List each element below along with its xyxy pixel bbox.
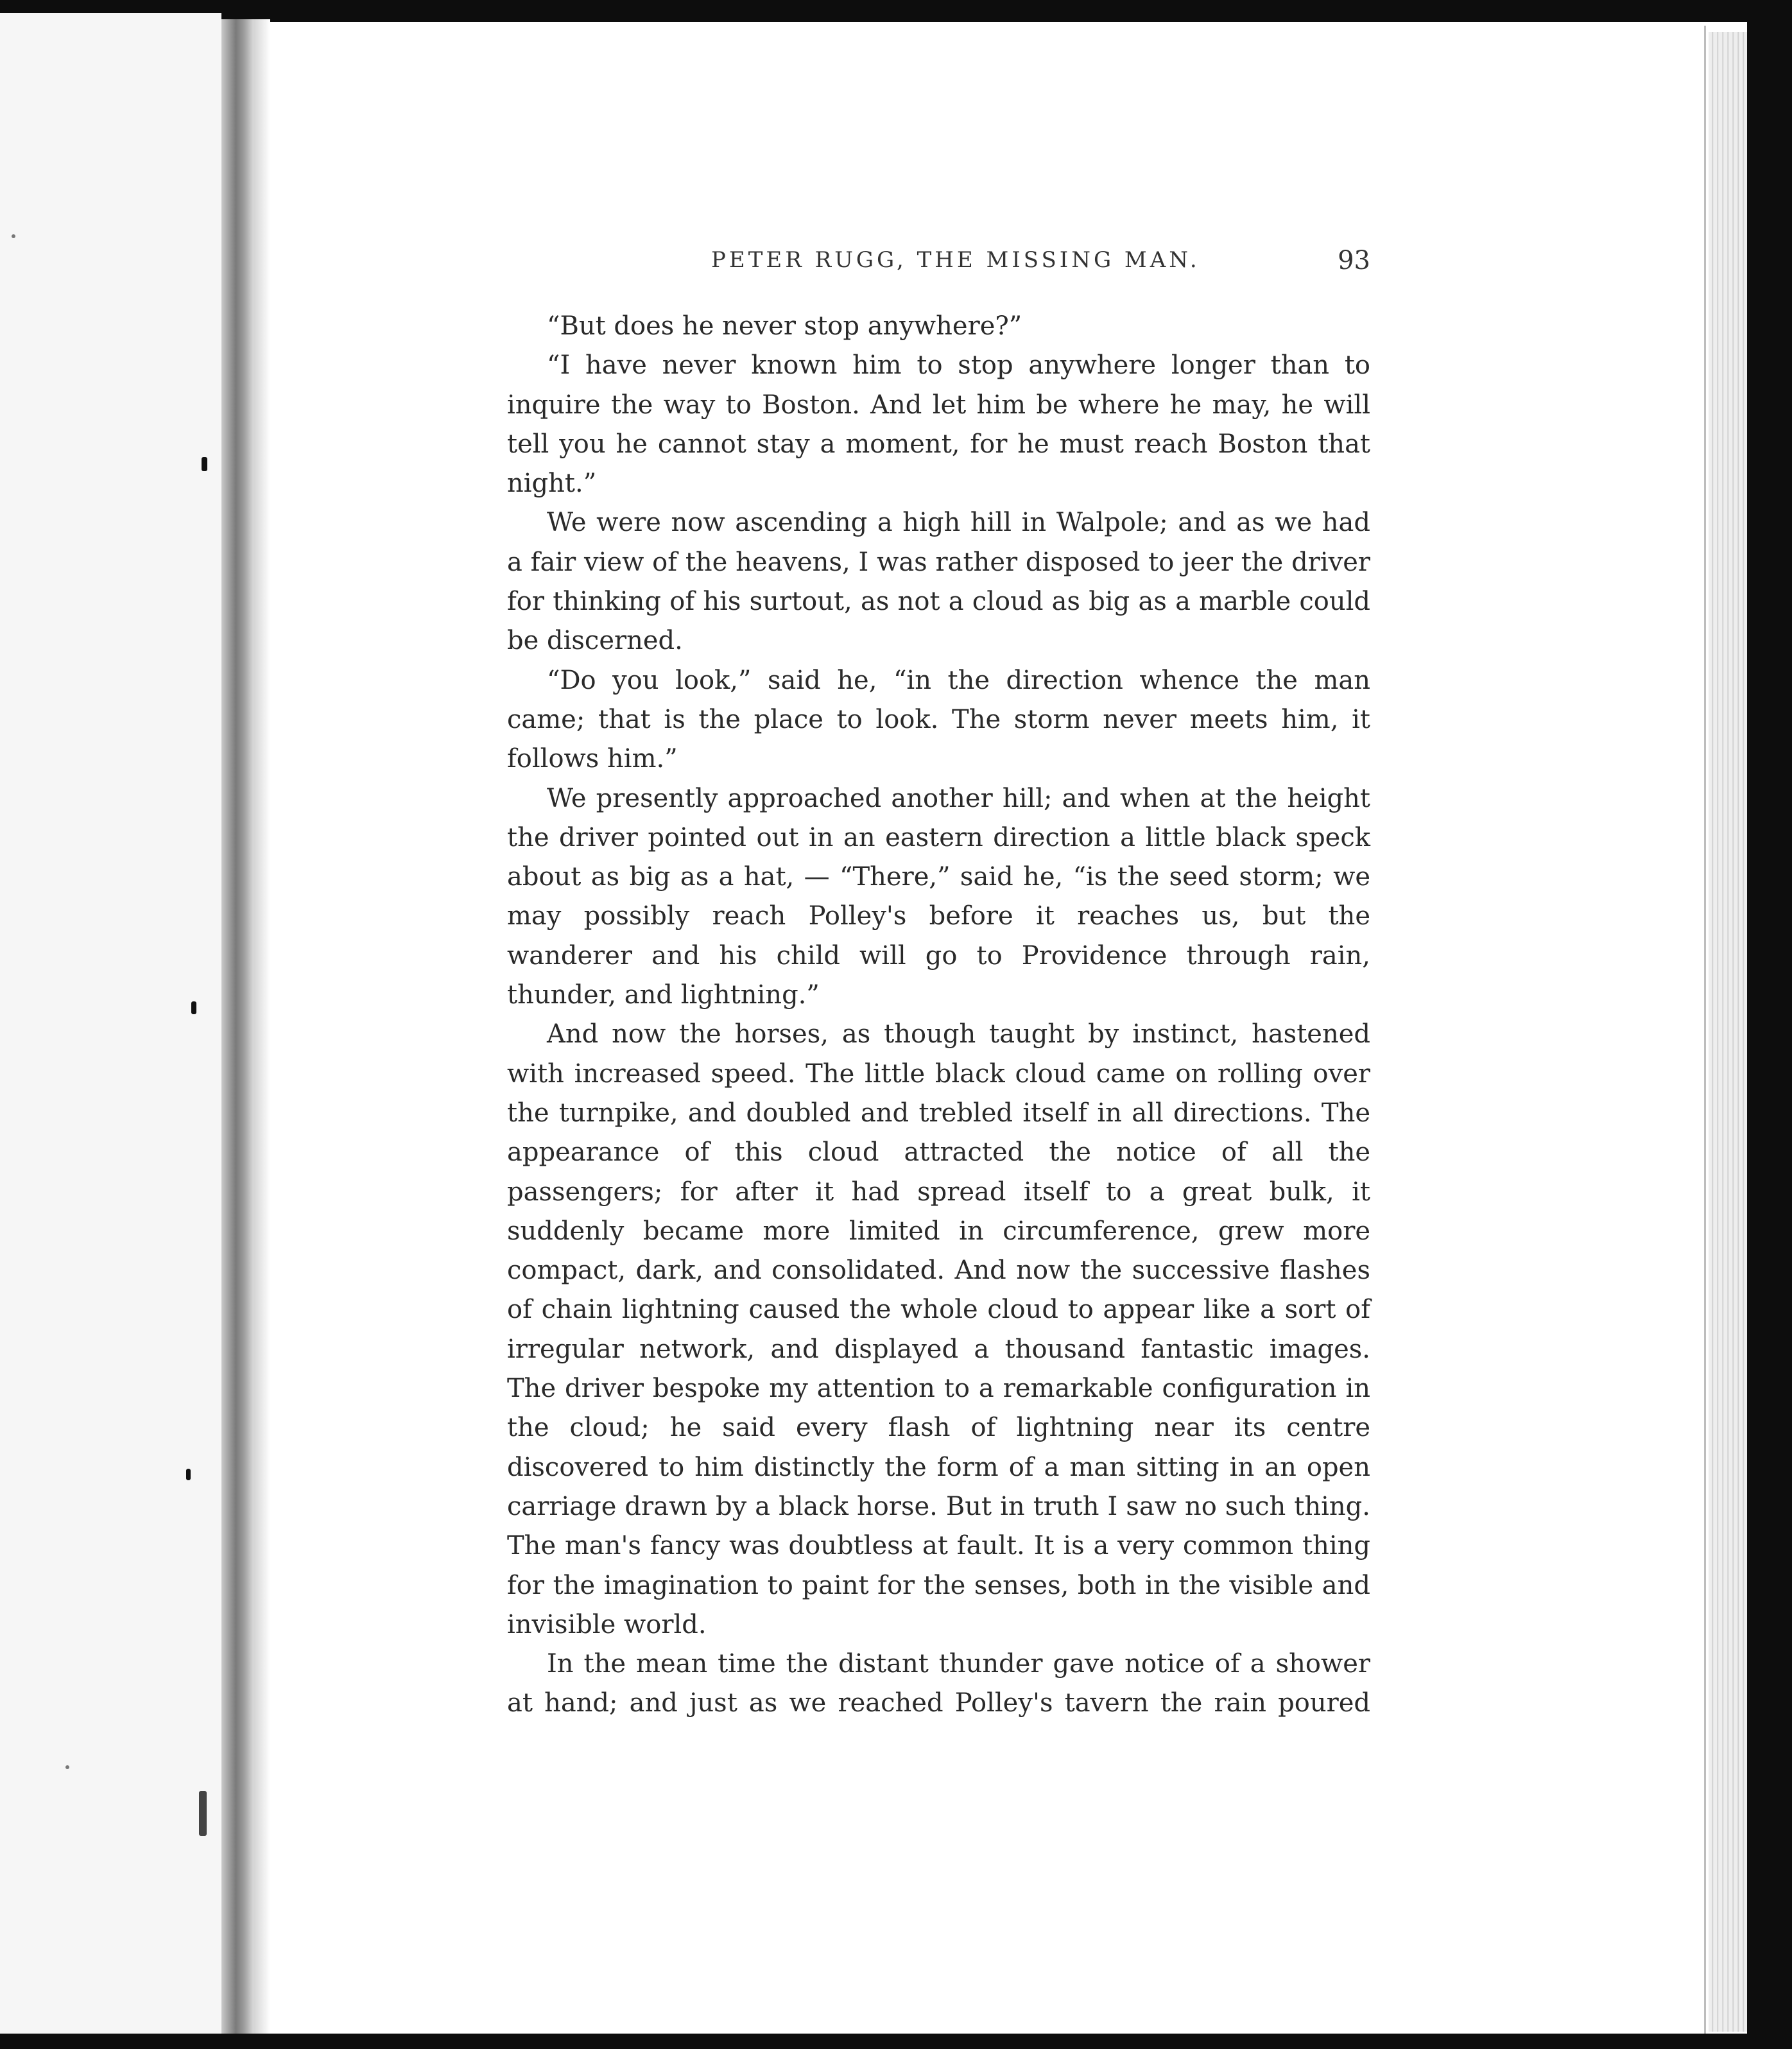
scan-artifact-mark [191, 1001, 196, 1014]
body-text [507, 307, 1370, 1724]
paragraph: And now the horses, as though taught by instinct, hastened with increased speed. The little black cloud came on rolling over the turnpike, and doubled and trebled itself in all directions. The appearance of this cloud attracted the notice of all the passengers; for after it had spread itself to a great bulk, it suddenly became more limited in circumference, grew more compact, dark, and consolidated. And now the successive flashes of chain lightning caused the whole cloud to appear like a sort of irregular network, and displayed a thousand fantastic images. The driver bespoke my attention to a remarkable configuration in the cloud; he said every flash of lightning near its centre discovered to him distinctly the form of a man sitting in an open carriage drawn by a black horse. But in truth I saw no such thing. The man's fancy was doubtless at fault. It is a very common thing for the imagination to paint for the senses, both in the visible and invisible world. [507, 1019, 1370, 1639]
book-gutter [221, 19, 254, 2034]
gutter-shadow [254, 19, 270, 2034]
scan-artifact-mark [199, 1791, 207, 1836]
scan-artifact-mark [186, 1469, 191, 1480]
paragraph: In the mean time the distant thunder gave notice of a shower at hand; and just as we reached Polley's tavern the rain poured [507, 1649, 1370, 1718]
scan-artifact-dot [65, 1765, 69, 1769]
scanner-border-top [0, 0, 1792, 22]
paragraph: “Do you look,” said he, “in the direction whence the man came; that is the place to look. The storm never meets him, it follows him.” [507, 665, 1370, 774]
page-number: 93 [1338, 246, 1370, 275]
facing-page-fragment [0, 13, 221, 2035]
paragraph: “But does he never stop anywhere?” [547, 311, 1022, 341]
scan-artifact-dot [12, 234, 15, 238]
scanner-border-bottom [0, 2034, 1792, 2049]
scanner-border-right [1747, 0, 1792, 2049]
page-edges-stack [1709, 32, 1747, 2032]
paragraph: We were now ascending a high hill in Walpole; and as we had a fair view of the heavens, I was rather disposed to jeer the driver for thinking of his surtout, as not a cloud as big as a marble could be discerned. [507, 508, 1370, 656]
paragraph: “I have never known him to stop anywhere longer than to inquire the way to Boston. And let him be where he may, he will tell you he cannot stay a moment, for he must reach Boston that night.” [507, 350, 1370, 499]
page-edge-line [1704, 26, 1706, 2034]
running-head: PETER RUGG, THE MISSING MAN. [711, 247, 1200, 273]
paragraph: We presently approached another hill; and when at the height the driver pointed out in an eastern direction a little black speck about as big as a hat, — “There,” said he, “is the seed storm; we may possibly reach Polley's before it reaches us, but the wanderer and his child will go to Providence through rain, thunder, and lightning.” [507, 783, 1370, 1010]
page-header [507, 247, 1370, 279]
scan-artifact-mark [202, 457, 207, 471]
